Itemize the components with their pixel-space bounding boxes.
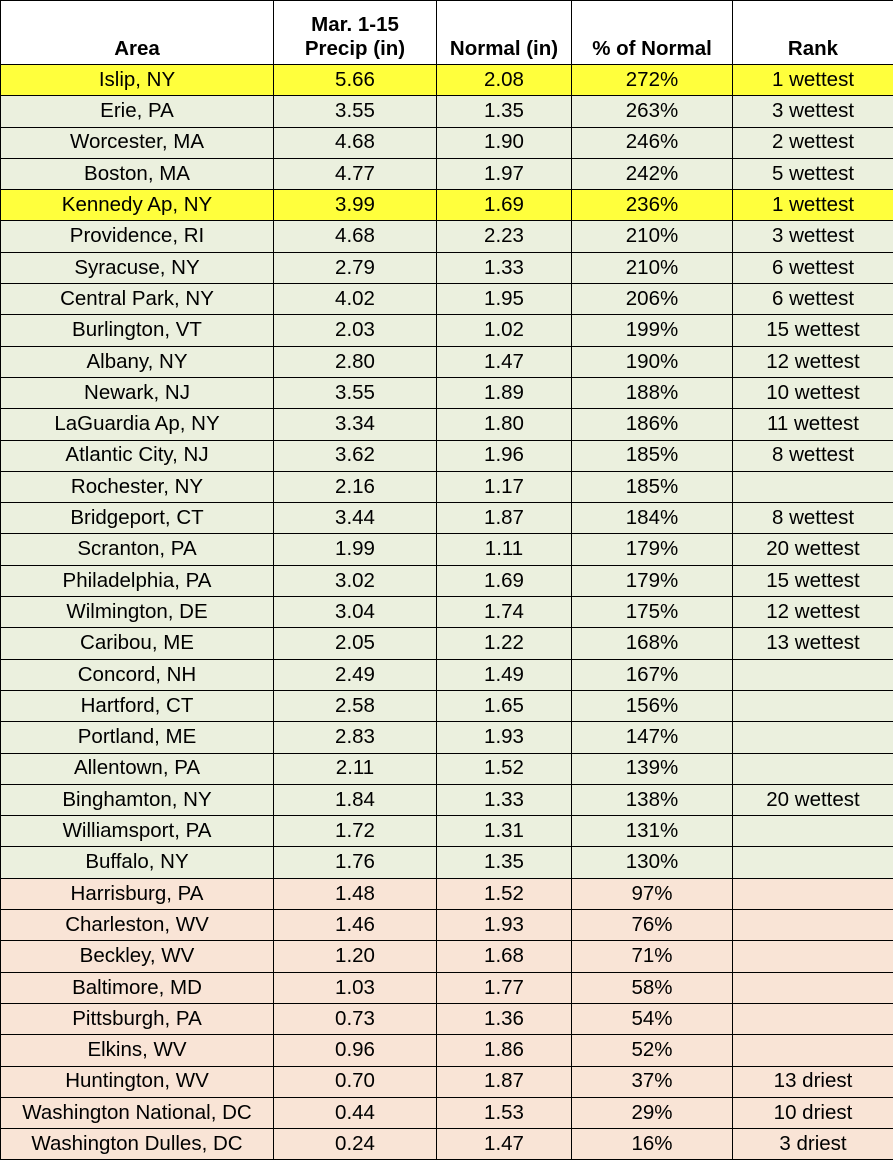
table-row [1,1035,893,1066]
precip-cell: 4.68 [274,127,437,158]
table-row [1,1003,893,1034]
precip-cell: 3.02 [274,565,437,596]
normal-cell: 1.22 [437,628,572,659]
percent-cell: 167% [572,659,733,690]
precip-cell: 3.44 [274,503,437,534]
rank-cell [733,659,893,690]
normal-cell: 1.69 [437,190,572,221]
rank-cell: 20 wettest [733,534,893,565]
normal-cell: 1.74 [437,597,572,628]
table-row [1,1097,893,1128]
area-cell: Kennedy Ap, NY [1,190,274,221]
percent-cell: 29% [572,1097,733,1128]
area-cell: Pittsburgh, PA [1,1003,274,1034]
percent-cell: 272% [572,65,733,96]
percent-cell: 210% [572,252,733,283]
rank-cell: 3 driest [733,1129,893,1160]
rank-cell [733,690,893,721]
area-cell: Boston, MA [1,158,274,189]
percent-cell: 16% [572,1129,733,1160]
rank-cell: 13 driest [733,1066,893,1097]
precip-cell: 1.99 [274,534,437,565]
normal-cell: 1.97 [437,158,572,189]
header-rank: Rank [733,1,893,65]
area-cell: Worcester, MA [1,127,274,158]
table-row [1,534,893,565]
precip-cell: 1.03 [274,972,437,1003]
table-row [1,690,893,721]
percent-cell: 179% [572,534,733,565]
table-row [1,221,893,252]
table-row [1,503,893,534]
percent-cell: 242% [572,158,733,189]
rank-cell: 15 wettest [733,315,893,346]
area-cell: Washington Dulles, DC [1,1129,274,1160]
normal-cell: 1.80 [437,409,572,440]
percent-cell: 76% [572,910,733,941]
precip-cell: 3.55 [274,377,437,408]
precip-cell: 2.80 [274,346,437,377]
normal-cell: 1.35 [437,96,572,127]
percent-cell: 263% [572,96,733,127]
rank-cell: 10 wettest [733,377,893,408]
area-cell: LaGuardia Ap, NY [1,409,274,440]
header-percent: % of Normal [572,1,733,65]
rank-cell: 6 wettest [733,252,893,283]
precip-cell: 0.96 [274,1035,437,1066]
normal-cell: 1.11 [437,534,572,565]
normal-cell: 2.23 [437,221,572,252]
rank-cell [733,1035,893,1066]
area-cell: Syracuse, NY [1,252,274,283]
table-row [1,597,893,628]
table-row [1,628,893,659]
precip-cell: 2.58 [274,690,437,721]
area-cell: Bridgeport, CT [1,503,274,534]
table-row [1,565,893,596]
area-cell: Scranton, PA [1,534,274,565]
table-row [1,440,893,471]
rank-cell: 1 wettest [733,65,893,96]
precip-cell: 2.16 [274,471,437,502]
precip-cell: 3.55 [274,96,437,127]
precip-cell: 0.24 [274,1129,437,1160]
normal-cell: 1.86 [437,1035,572,1066]
percent-cell: 188% [572,377,733,408]
rank-cell [733,816,893,847]
normal-cell: 1.87 [437,1066,572,1097]
normal-cell: 1.52 [437,878,572,909]
area-cell: Albany, NY [1,346,274,377]
normal-cell: 1.49 [437,659,572,690]
normal-cell: 1.47 [437,1129,572,1160]
rank-cell: 13 wettest [733,628,893,659]
rank-cell: 2 wettest [733,127,893,158]
precip-cell: 2.79 [274,252,437,283]
percent-cell: 179% [572,565,733,596]
percent-cell: 58% [572,972,733,1003]
normal-cell: 1.35 [437,847,572,878]
precip-cell: 2.49 [274,659,437,690]
precip-cell: 1.76 [274,847,437,878]
table-row [1,346,893,377]
precip-cell: 0.73 [274,1003,437,1034]
rank-cell [733,722,893,753]
area-cell: Allentown, PA [1,753,274,784]
percent-cell: 175% [572,597,733,628]
percent-cell: 71% [572,941,733,972]
percent-cell: 185% [572,440,733,471]
normal-cell: 1.95 [437,284,572,315]
area-cell: Caribou, ME [1,628,274,659]
rank-cell: 6 wettest [733,284,893,315]
rank-cell: 3 wettest [733,96,893,127]
percent-cell: 97% [572,878,733,909]
percent-cell: 206% [572,284,733,315]
area-cell: Philadelphia, PA [1,565,274,596]
precip-cell: 1.72 [274,816,437,847]
normal-cell: 1.53 [437,1097,572,1128]
table-row [1,753,893,784]
area-cell: Harrisburg, PA [1,878,274,909]
table-row [1,722,893,753]
normal-cell: 1.77 [437,972,572,1003]
area-cell: Erie, PA [1,96,274,127]
percent-cell: 54% [572,1003,733,1034]
rank-cell [733,972,893,1003]
table-row [1,784,893,815]
percent-cell: 130% [572,847,733,878]
rank-cell [733,878,893,909]
area-cell: Charleston, WV [1,910,274,941]
normal-cell: 1.93 [437,910,572,941]
normal-cell: 1.90 [437,127,572,158]
area-cell: Providence, RI [1,221,274,252]
area-cell: Newark, NJ [1,377,274,408]
header-precip [274,1,437,65]
normal-cell: 1.96 [437,440,572,471]
table-row [1,972,893,1003]
rank-cell: 1 wettest [733,190,893,221]
area-cell: Portland, ME [1,722,274,753]
percent-cell: 185% [572,471,733,502]
table-row [1,252,893,283]
percent-cell: 199% [572,315,733,346]
table-row [1,127,893,158]
table-row [1,158,893,189]
rank-cell [733,910,893,941]
table-row [1,1129,893,1160]
area-cell: Buffalo, NY [1,847,274,878]
rank-cell: 3 wettest [733,221,893,252]
table-row [1,315,893,346]
normal-cell: 1.89 [437,377,572,408]
area-cell: Washington National, DC [1,1097,274,1128]
area-cell: Beckley, WV [1,941,274,972]
precip-cell: 3.99 [274,190,437,221]
precip-cell: 2.83 [274,722,437,753]
area-cell: Burlington, VT [1,315,274,346]
table-row [1,847,893,878]
rank-cell [733,471,893,502]
precip-cell: 5.66 [274,65,437,96]
percent-cell: 236% [572,190,733,221]
rank-cell [733,941,893,972]
rank-cell: 12 wettest [733,597,893,628]
percent-cell: 186% [572,409,733,440]
normal-cell: 1.31 [437,816,572,847]
precip-cell: 0.70 [274,1066,437,1097]
precip-cell: 4.02 [274,284,437,315]
table-row [1,96,893,127]
rank-cell: 8 wettest [733,440,893,471]
percent-cell: 147% [572,722,733,753]
precip-cell: 1.20 [274,941,437,972]
normal-cell: 1.87 [437,503,572,534]
area-cell: Wilmington, DE [1,597,274,628]
precip-cell: 4.77 [274,158,437,189]
precip-cell: 3.62 [274,440,437,471]
percent-cell: 139% [572,753,733,784]
rank-cell: 20 wettest [733,784,893,815]
normal-cell: 1.52 [437,753,572,784]
precip-cell: 1.46 [274,910,437,941]
header-precip-line1: Mar. 1-15 [274,13,436,38]
table-row [1,409,893,440]
percent-cell: 52% [572,1035,733,1066]
area-cell: Central Park, NY [1,284,274,315]
normal-cell: 2.08 [437,65,572,96]
rank-cell: 10 driest [733,1097,893,1128]
precip-cell: 2.03 [274,315,437,346]
area-cell: Concord, NH [1,659,274,690]
precip-cell: 1.48 [274,878,437,909]
table-row [1,1066,893,1097]
table-body [1,65,893,1160]
normal-cell: 1.02 [437,315,572,346]
normal-cell: 1.33 [437,252,572,283]
rank-cell: 11 wettest [733,409,893,440]
precip-cell: 4.68 [274,221,437,252]
table-row [1,941,893,972]
normal-cell: 1.65 [437,690,572,721]
normal-cell: 1.47 [437,346,572,377]
table-row [1,284,893,315]
rank-cell: 12 wettest [733,346,893,377]
table-row [1,878,893,909]
table-row [1,65,893,96]
precip-cell: 0.44 [274,1097,437,1128]
header-row [1,1,893,65]
precip-cell: 2.05 [274,628,437,659]
percent-cell: 156% [572,690,733,721]
percent-cell: 168% [572,628,733,659]
precip-cell: 3.04 [274,597,437,628]
precip-cell: 1.84 [274,784,437,815]
normal-cell: 1.93 [437,722,572,753]
header-normal: Normal (in) [437,1,572,65]
percent-cell: 190% [572,346,733,377]
percent-cell: 184% [572,503,733,534]
rank-cell [733,847,893,878]
area-cell: Hartford, CT [1,690,274,721]
rank-cell [733,1003,893,1034]
area-cell: Williamsport, PA [1,816,274,847]
area-cell: Islip, NY [1,65,274,96]
precip-cell: 2.11 [274,753,437,784]
area-cell: Huntington, WV [1,1066,274,1097]
normal-cell: 1.68 [437,941,572,972]
area-cell: Rochester, NY [1,471,274,502]
table-row [1,659,893,690]
percent-cell: 37% [572,1066,733,1097]
area-cell: Binghamton, NY [1,784,274,815]
table-row [1,377,893,408]
table-row [1,471,893,502]
area-cell: Elkins, WV [1,1035,274,1066]
table-row [1,910,893,941]
table-row [1,190,893,221]
normal-cell: 1.33 [437,784,572,815]
percent-cell: 138% [572,784,733,815]
normal-cell: 1.17 [437,471,572,502]
rank-cell: 8 wettest [733,503,893,534]
area-cell: Baltimore, MD [1,972,274,1003]
header-precip-line2: Precip (in) [274,37,436,62]
percent-cell: 131% [572,816,733,847]
normal-cell: 1.69 [437,565,572,596]
precip-cell: 3.34 [274,409,437,440]
header-area: Area [1,1,274,65]
rank-cell: 5 wettest [733,158,893,189]
table-row [1,816,893,847]
normal-cell: 1.36 [437,1003,572,1034]
rank-cell [733,753,893,784]
percent-cell: 246% [572,127,733,158]
rank-cell: 15 wettest [733,565,893,596]
percent-cell: 210% [572,221,733,252]
area-cell: Atlantic City, NJ [1,440,274,471]
